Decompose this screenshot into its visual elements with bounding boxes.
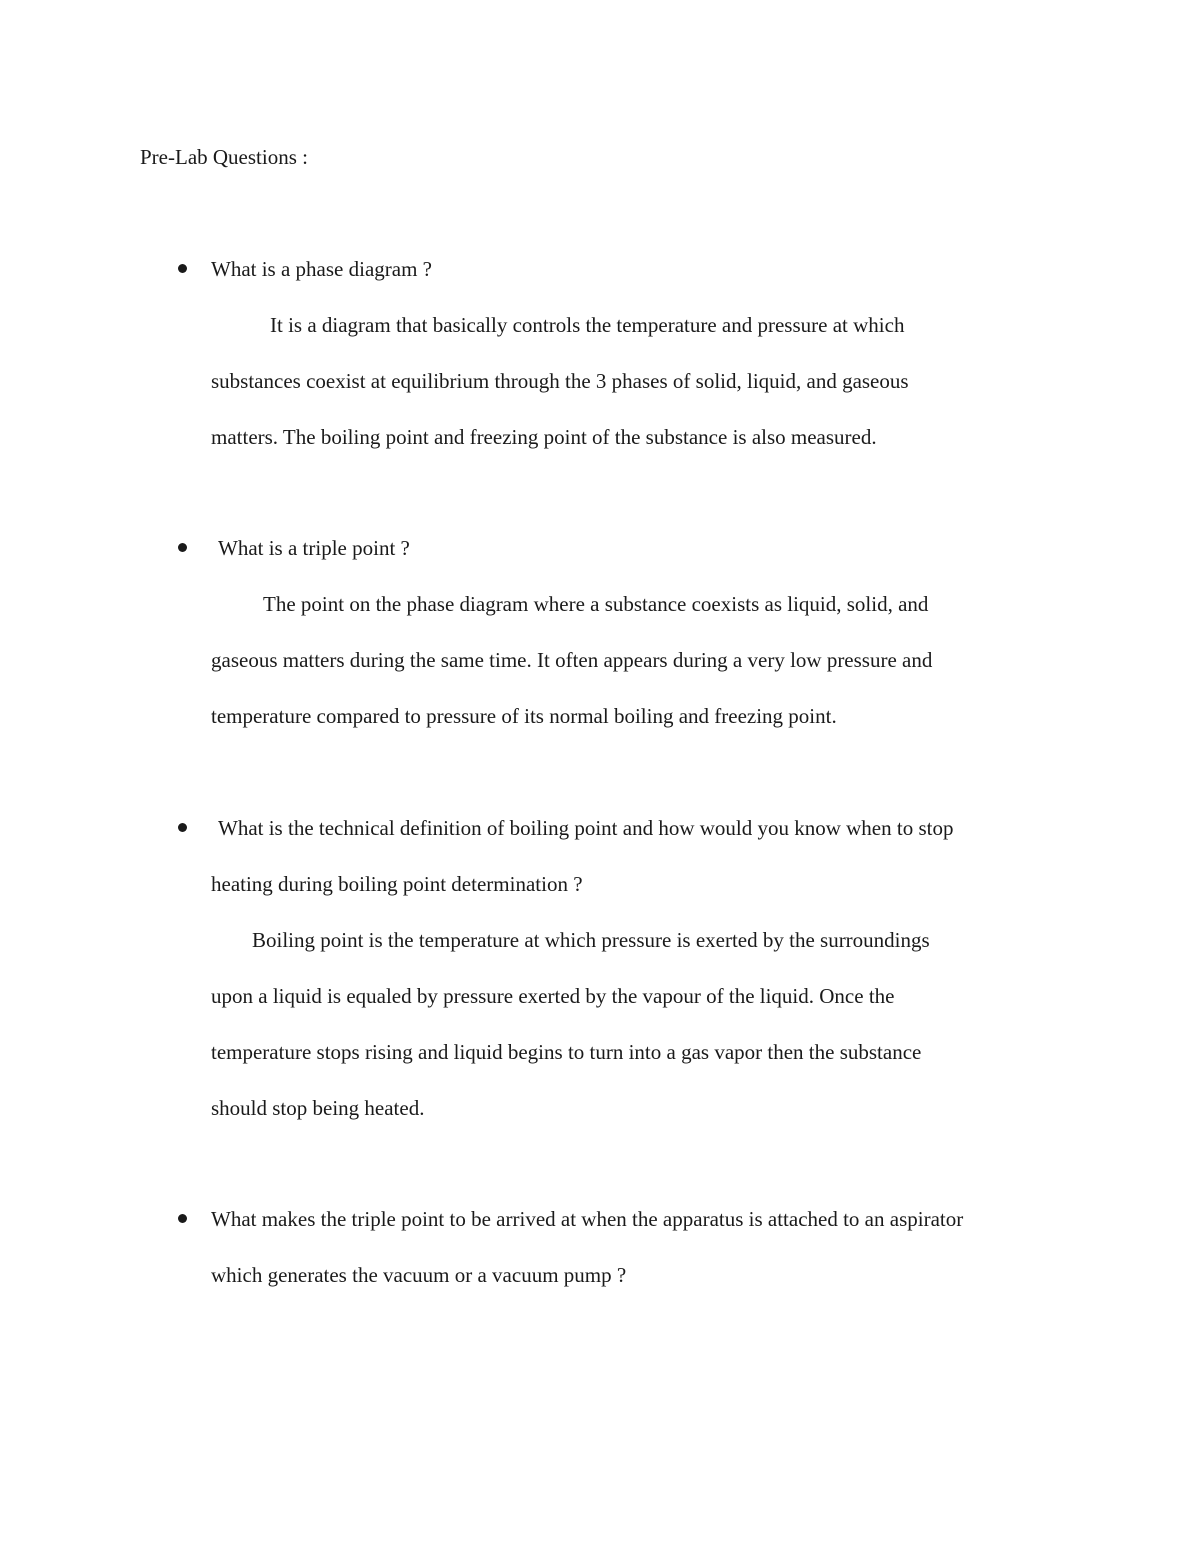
bullet-icon (178, 1214, 187, 1223)
answer-text: should stop being heated. (211, 1096, 425, 1120)
answer-text: Boiling point is the temperature at which pressure is exerted by the surroundings (252, 928, 930, 952)
question-text: What makes the triple point to be arrived at when the apparatus is attached to an aspirator (211, 1207, 964, 1231)
answer-text: gaseous matters during the same time. It often appears during a very low pressure and (211, 648, 933, 672)
page-title: Pre-Lab Questions : (140, 145, 308, 169)
answer-text: It is a diagram that basically controls the temperature and pressure at which (270, 313, 905, 337)
answer-text: temperature stops rising and liquid begins to turn into a gas vapor then the substance (211, 1040, 922, 1064)
question-text: What is the technical definition of boiling point and how would you know when to stop (218, 816, 954, 840)
question-text: heating during boiling point determination ? (211, 872, 583, 896)
bullet-icon (178, 543, 187, 552)
answer-text: substances coexist at equilibrium through the 3 phases of solid, liquid, and gaseous (211, 369, 909, 393)
answer-text: upon a liquid is equaled by pressure exerted by the vapour of the liquid. Once the (211, 984, 895, 1008)
bullet-icon (178, 823, 187, 832)
answer-text: The point on the phase diagram where a substance coexists as liquid, solid, and (263, 592, 929, 616)
question-text: What is a triple point ? (218, 536, 410, 560)
question-text: What is a phase diagram ? (211, 257, 432, 281)
question-text: which generates the vacuum or a vacuum pump ? (211, 1263, 627, 1287)
answer-text: temperature compared to pressure of its normal boiling and freezing point. (211, 704, 837, 728)
answer-text: matters. The boiling point and freezing point of the substance is also measured. (211, 425, 877, 449)
bullet-icon (178, 264, 187, 273)
